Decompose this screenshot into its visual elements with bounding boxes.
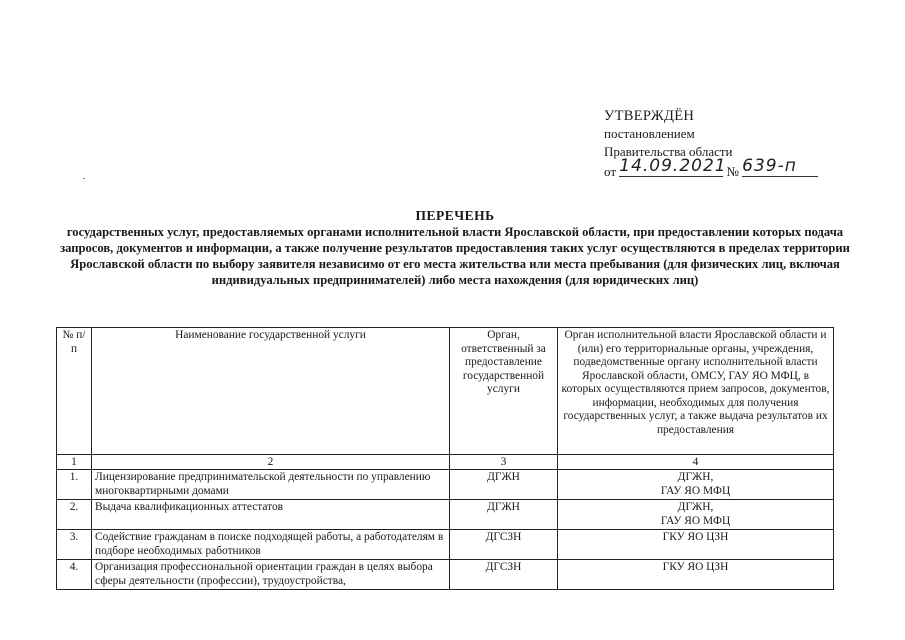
row-organ: ДГЖН [450,470,558,500]
row-service-name: Организация профессиональной ориентации граждан в целях выбора сферы деятельности (профессии), трудоустройства, [92,560,450,590]
approval-from-prefix: от [604,164,617,179]
row-organ: ДГСЗН [450,530,558,560]
column-number: 2 [92,455,450,470]
row-place: ГАУ ЯО МФЦ [660,514,731,527]
header-responsible-organ: Орган, ответственный за предоставление государственной услуги [450,328,558,455]
table-row [57,560,834,590]
approval-date-line [604,156,818,181]
row-places [558,470,834,500]
row-service-name: Выдача квалификационных аттестатов [92,500,450,530]
row-place: ДГЖН, [677,471,714,483]
column-number-row [57,455,834,470]
table-row [57,470,834,500]
handwritten-number: 639-п [742,156,797,176]
approval-line2: Правительства области [604,144,733,159]
column-number: 3 [450,455,558,470]
document-subtitle: государственных услуг, предоставляемых органами исполнительной власти Ярославской области, при предоставлении которых подача запросов, документов и информации, а также получение результатов предоставления таких услуг осуществляются в пределах территории Ярославской области по выбору заявителя независимо от его места жительства или места пребывания (для физических лиц, включая индивидуальных предпринимателей) либо места нахождения (для юридических лиц) [60,225,850,287]
column-number: 4 [558,455,834,470]
number-signature-line [742,157,818,177]
row-places [558,530,834,560]
table-header-row [57,328,834,455]
row-places [558,500,834,530]
row-num: 2. [57,500,92,530]
row-num: 3. [57,530,92,560]
row-num: 1. [57,470,92,500]
column-number: 1 [57,455,92,470]
row-organ: ДГЖН [450,500,558,530]
row-service-name: Лицензирование предпринимательской деятельности по управлению многоквартирными домами [92,470,450,500]
row-places [558,560,834,590]
approval-block [604,107,818,181]
date-signature-line [619,156,727,177]
row-place: ДГЖН, [677,501,714,513]
row-num: 4. [57,560,92,590]
header-num: № п/п [57,328,92,455]
table-row [57,500,834,530]
document-heading [40,207,870,288]
header-service-name: Наименование государственной услуги [92,328,450,455]
row-place: ГАУ ЯО МФЦ [660,484,731,497]
scan-speck [83,178,85,179]
handwritten-date: 14.09.2021 [619,156,727,176]
header-service-locations: Орган исполнительной власти Ярославской области и (или) его территориальные органы, учреждения, подведомственные органу исполнительной власти Ярославской области, ОМСУ, ГАУ ЯО МФЦ, в которых осуществляются прием запросов, документов, информации, необходимых для получения государственных услуг, а также выдача результатов их предоставления [558,328,834,455]
number-sign: № [726,164,739,179]
approval-line1: постановлением [604,126,695,141]
approval-title: УТВЕРЖДЁН [604,108,695,124]
document-title: ПЕРЕЧЕНЬ [415,208,495,223]
row-service-name: Содействие гражданам в поиске подходящей работы, а работодателям в подборе необходимых работников [92,530,450,560]
services-table [56,327,834,590]
row-organ: ДГСЗН [450,560,558,590]
table-row [57,530,834,560]
row-place: ГКУ ЯО ЦЗН [662,561,729,573]
row-place: ГКУ ЯО ЦЗН [662,531,729,543]
